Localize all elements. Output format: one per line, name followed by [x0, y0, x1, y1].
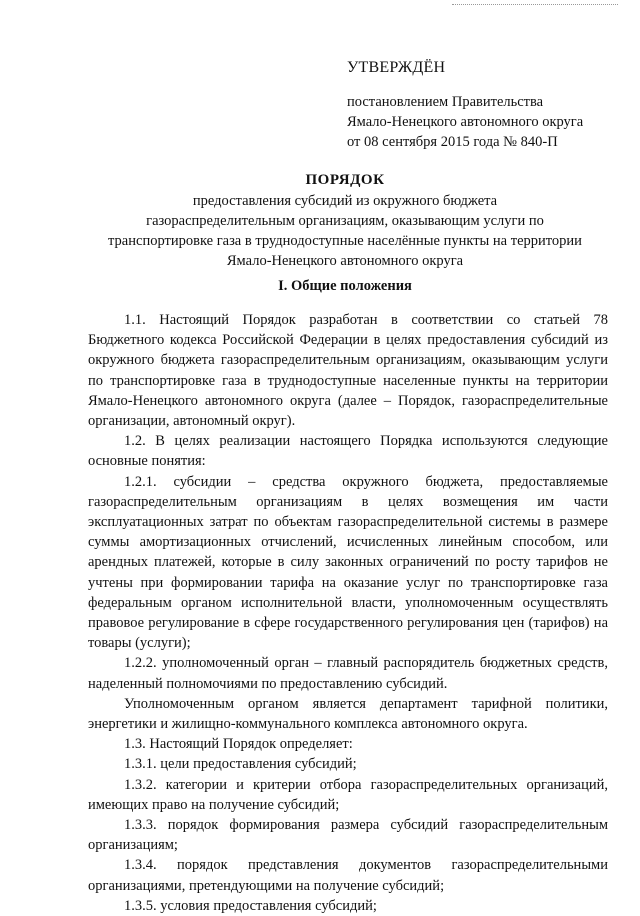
subtitle-line: Ямало-Ненецкого автономного округа [226, 253, 464, 269]
document-title: ПОРЯДОК [305, 172, 385, 188]
subtitle-line: газораспределительным организациям, оказывающим услуги по [146, 213, 544, 229]
paragraph-1-2-2: 1.2.2. уполномоченный орган – главный распорядитель бюджетных средств, наделенный полномочиями по предоставлению субсидий. [88, 655, 608, 692]
document-body [88, 310, 608, 916]
approval-line: Ямало-Ненецкого автономного округа [347, 114, 584, 130]
paragraph-1-3-2: 1.3.2. категории и критерии отбора газораспределительных организаций, имеющих право на получение субсидий; [88, 776, 608, 813]
subtitle-line: предоставления субсидий из окружного бюджета [192, 193, 498, 209]
approval-line: постановлением Правительства [347, 94, 544, 110]
paragraph-1-3: 1.3. Настоящий Порядок определяет: [124, 736, 353, 753]
paragraph-1-3-3: 1.3.3. порядок формирования размера субсидий газораспределительным организациям; [88, 817, 608, 854]
paragraph-authority: Уполномоченным органом является департамент тарифной политики, энергетики и жилищно-коммунального комплекса автономного округа. [88, 695, 608, 733]
subtitle-line: транспортировке газа в труднодоступные населённые пункты на территории [108, 233, 582, 249]
paragraph-1-3-5: 1.3.5. условия предоставления субсидий; [124, 897, 377, 914]
paragraph-1-3-4: 1.3.4. порядок представления документов газораспределительными организациями, претендующими на получение субсидий; [88, 857, 608, 894]
scan-edge-mark [452, 4, 618, 5]
paragraph-1-2: 1.2. В целях реализации настоящего Порядка используются следующие основные понятия: [88, 433, 608, 470]
paragraph-1-1: 1.1. Настоящий Порядок разработан в соответствии со статьей 78 Бюджетного кодекса Российской Федерации в целях предоставления субсидий из окружного бюджета газораспределительным организациям, оказывающим услуги по транспортировке газа в труднодоступные населенные пункты на территории Ямало-Ненецкого автономного округа (далее – Порядок, газораспределительные организации, автономный округ). [88, 312, 608, 430]
approval-line: от 08 сентября 2015 года № 840-П [347, 134, 558, 150]
document-subtitle [80, 191, 610, 271]
approval-block [347, 58, 637, 152]
approval-stamp: УТВЕРЖДЁН [347, 59, 446, 76]
section-heading: I. Общие положения [278, 278, 412, 294]
paragraph-1-2-1: 1.2.1. субсидии – средства окружного бюджета, предоставляемые газораспределительным организациям в целях возмещения им части эксплуатационных затрат по объектам газораспределительной системы в размере суммы амортизационных отчислений, исчисленных линейным способом, или арендных платежей, которые в силу законных ограничений по росту тарифов не учтены при формировании тарифа на оказание услуг по транспортировке газа федеральным органом исполнительной власти, уполномоченным осуществлять правовое регулирование в сфере государственного регулирования цен (тарифов) на товары (услуги); [88, 473, 608, 652]
paragraph-1-3-1: 1.3.1. цели предоставления субсидий; [124, 756, 357, 773]
